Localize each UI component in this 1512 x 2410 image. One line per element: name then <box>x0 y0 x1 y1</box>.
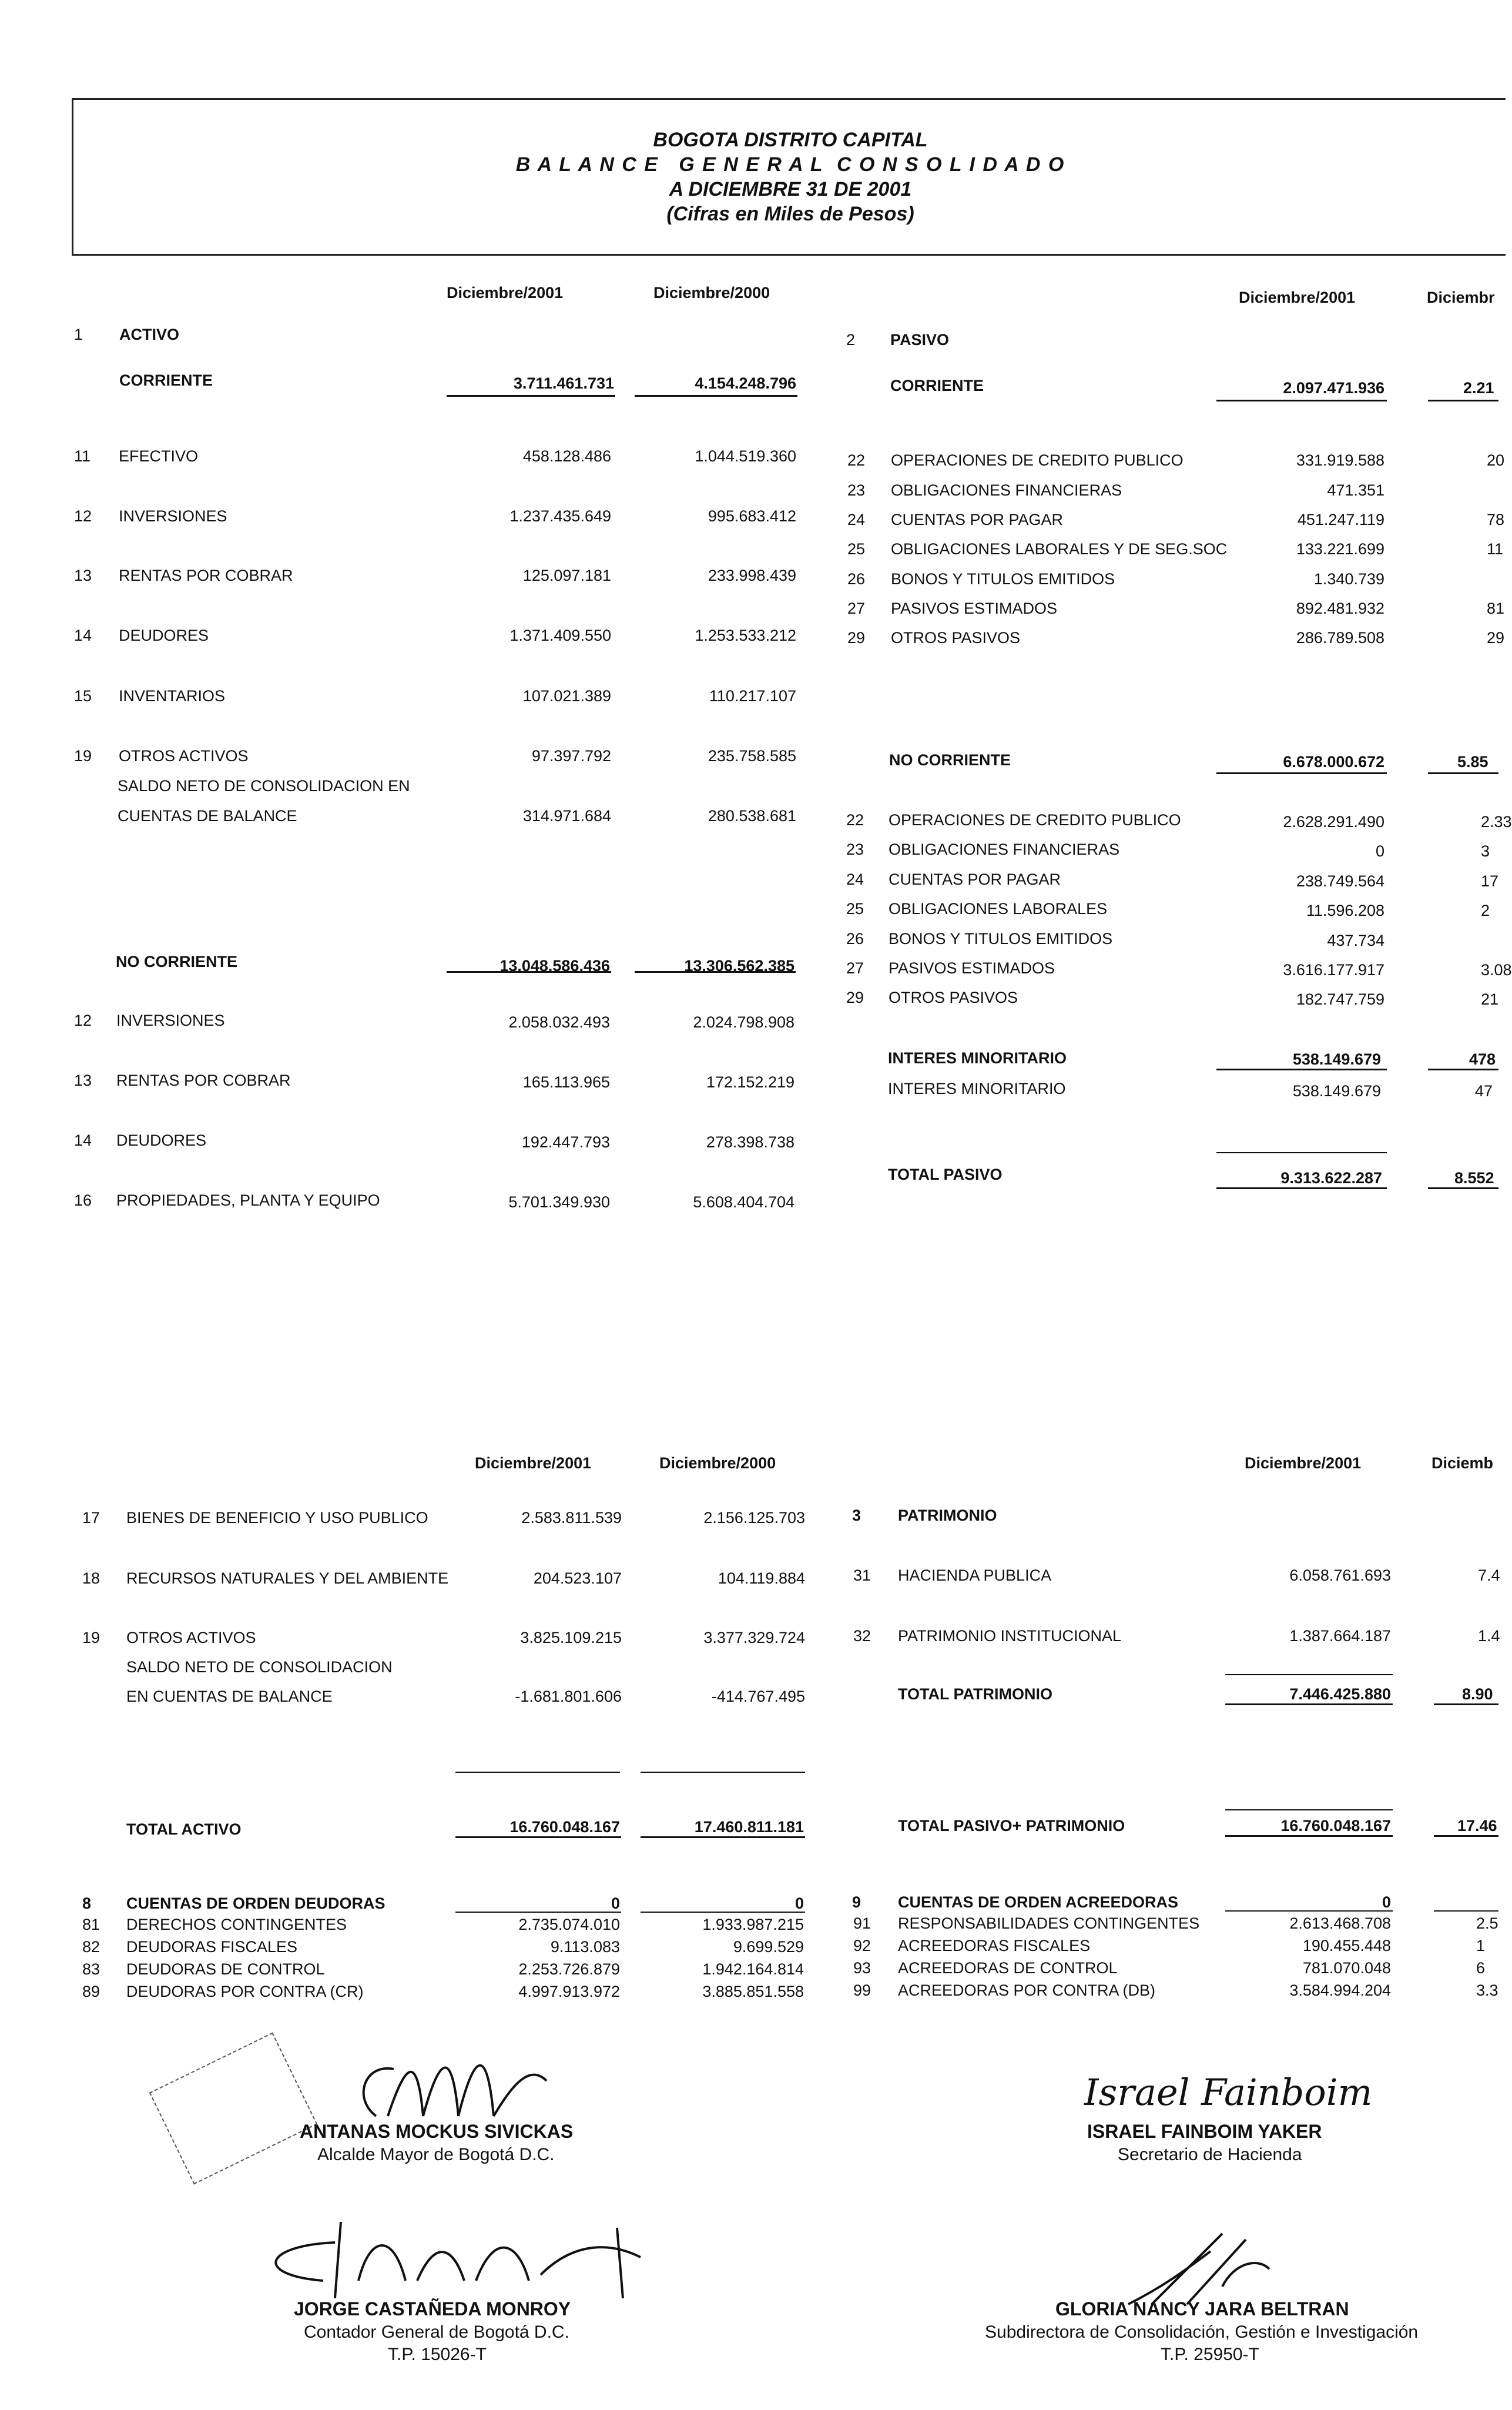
activo-corriente-row-code: 11 <box>74 447 91 465</box>
activo-lower-row-label: RECURSOS NATURALES Y DEL AMBIENTE <box>126 1569 449 1587</box>
pasivo-nocorriente-row-2000: 2 <box>1481 902 1490 919</box>
orden-deudoras-row-2001: 2.735.074.010 <box>518 1916 620 1933</box>
header-line-4: (Cifras en Miles de Pesos) <box>666 203 914 225</box>
pasivo-corriente-row-code: 22 <box>847 451 866 469</box>
orden-deudoras-row-code: 83 <box>82 1960 100 1978</box>
activo-nocorriente-row-code: 13 <box>74 1072 92 1089</box>
activo-corriente-2000: 4.154.248.796 <box>695 374 796 392</box>
total-activo-label: TOTAL ACTIVO <box>126 1820 242 1838</box>
minoritario-rule-2000 <box>1428 1069 1498 1070</box>
orden-deudoras-row-2001: 4.997.913.972 <box>518 1983 620 2000</box>
orden-deudoras-row-2000: 1.942.164.814 <box>702 1960 804 1978</box>
orden-deudoras-row-2000: 9.699.529 <box>733 1938 804 1956</box>
total-activo-rule-2001 <box>455 1836 621 1838</box>
orden-acreedoras-row-2001: 2.613.468.708 <box>1289 1914 1391 1932</box>
pasivo-nocorriente-row-2001: 0 <box>1375 842 1384 860</box>
orden-acreedoras-row-code: 99 <box>853 1981 871 1999</box>
activo-corriente-row-2000: 995.683.412 <box>708 507 796 525</box>
orden-deudoras-row-label: DEUDORAS POR CONTRA (CR) <box>126 1983 364 2000</box>
orden-acreedoras-row-label: ACREEDORAS POR CONTRA (DB) <box>898 1981 1156 1999</box>
orden-acreedoras-row-2000: 2.5 <box>1476 1914 1498 1932</box>
activo-nocorriente-row-2000: 172.152.219 <box>706 1073 794 1091</box>
alcalde-name: ANTANAS MOCKUS SIVICKAS <box>300 2121 574 2142</box>
pasivo-nocorriente-row-code: 22 <box>846 811 864 829</box>
total-patrimonio-rule-2001 <box>1225 1703 1393 1705</box>
activo-nocorriente-row-2001: 165.113.965 <box>522 1073 610 1091</box>
pasivo-nocorriente-row-label: PASIVOS ESTIMADOS <box>889 959 1055 977</box>
orden-deudoras-rule-2001 <box>455 1912 621 1913</box>
pasivo-nocorriente-row-2000: 3.08 <box>1481 961 1512 979</box>
pasivo-corriente-row-label: BONOS Y TITULOS EMITIDOS <box>891 570 1115 588</box>
orden-acreedoras-row-2001: 190.455.448 <box>1302 1937 1391 1954</box>
pasivo-nocorriente-row-2000: 17 <box>1481 872 1499 890</box>
pasivo-nocorriente-rule-2000 <box>1428 772 1498 774</box>
activo-corriente-label: CORRIENTE <box>119 371 213 389</box>
activo-lower-row-2000: 3.377.329.724 <box>703 1629 805 1646</box>
minoritario-2000: 47 <box>1475 1082 1493 1100</box>
activo-corriente-row-2000: 110.217.107 <box>709 687 796 705</box>
orden-deudoras-row-2000: 3.885.851.558 <box>702 1983 804 2000</box>
total-patrimonio-2001: 7.446.425.880 <box>1289 1685 1391 1703</box>
activo-saldo2-line-2: EN CUENTAS DE BALANCE <box>126 1688 333 1705</box>
subdirectora-role: Subdirectora de Consolidación, Gestión e Investigación <box>985 2322 1419 2342</box>
orden-deudoras-row-label: DEUDORAS DE CONTROL <box>126 1960 325 1978</box>
activo-corriente-row-code: 19 <box>74 747 92 765</box>
orden-acreedoras-row-2000: 3.3 <box>1476 1981 1498 1999</box>
pasivo-corriente-row-2001: 133.221.699 <box>1296 540 1384 558</box>
total-pasivo-2000: 8.552 <box>1454 1169 1494 1187</box>
orden-deudoras-row-2001: 9.113.083 <box>550 1938 620 1956</box>
activo-lower-row-2000: 2.156.125.703 <box>703 1509 805 1527</box>
pasivo-nocorriente-row-2001: 11.596.208 <box>1306 902 1384 919</box>
pasivo-corriente-row-2000: 11 <box>1487 540 1504 558</box>
alcalde-role: Alcalde Mayor de Bogotá D.C. <box>317 2145 555 2164</box>
orden-acreedoras-2001: 0 <box>1382 1893 1391 1911</box>
lower-right-col-head-2001: Diciembre/2001 <box>1245 1454 1362 1472</box>
activo-nocorriente-row-label: PROPIEDADES, PLANTA Y EQUIPO <box>116 1191 380 1209</box>
activo-lower-row-label: OTROS ACTIVOS <box>126 1629 256 1646</box>
activo-lower-row-code: 19 <box>82 1629 100 1646</box>
patrimonio-row-code: 31 <box>853 1566 871 1584</box>
pasivo-corriente-row-2001: 1.340.739 <box>1313 570 1384 588</box>
orden-deudoras-title: CUENTAS DE ORDEN DEUDORAS <box>126 1894 385 1912</box>
activo-corriente-row-2001: 97.397.792 <box>531 747 611 765</box>
patrimonio-top-rule <box>1225 1674 1393 1675</box>
pasivo-corriente-rule-2000 <box>1428 400 1498 401</box>
total-patrimonio-2000: 8.90 <box>1462 1685 1493 1703</box>
activo-lower-row-label: BIENES DE BENEFICIO Y USO PUBLICO <box>126 1509 428 1527</box>
pasivo-nocorriente-row-code: 26 <box>846 930 864 948</box>
pasivo-corriente-row-2001: 892.481.932 <box>1296 600 1384 617</box>
pasivo-nocorriente-row-label: OPERACIONES DE CREDITO PUBLICO <box>889 811 1181 829</box>
pasivo-corriente-row-label: OBLIGACIONES LABORALES Y DE SEG.SOC <box>891 540 1228 558</box>
pasivo-nocorriente-row-2001: 238.749.564 <box>1296 872 1384 890</box>
pasivo-corriente-2000: 2.21 <box>1463 379 1494 397</box>
contador-name: JORGE CASTAÑEDA MONROY <box>294 2298 571 2319</box>
pasivo-corriente-row-label: CUENTAS POR PAGAR <box>891 511 1064 528</box>
activo-corriente-row-label: DEUDORES <box>119 627 209 644</box>
orden-acreedoras-title: CUENTAS DE ORDEN ACREEDORAS <box>898 1893 1179 1911</box>
activo-nocorriente-row-code: 14 <box>74 1132 92 1149</box>
minoritario-rule-2001 <box>1216 1069 1387 1070</box>
activo-nocorriente-row-2001: 2.058.032.493 <box>508 1013 610 1031</box>
activo-corriente-row-2001: 125.097.181 <box>522 567 611 584</box>
orden-deudoras-row-code: 81 <box>82 1916 100 1933</box>
minoritario-head-2001: 538.149.679 <box>1292 1050 1381 1068</box>
pasivo-corriente-row-2000: 81 <box>1487 600 1505 617</box>
orden-acreedoras-row-code: 91 <box>853 1914 871 1932</box>
activo-nocorriente-rule-2000 <box>635 971 796 973</box>
minoritario-head-2000: 478 <box>1469 1050 1496 1068</box>
patrimonio-row-2000: 7.4 <box>1478 1566 1500 1584</box>
orden-deudoras-row-code: 89 <box>82 1983 100 2000</box>
activo-corriente-row-2000: 1.044.519.360 <box>695 447 796 465</box>
grand-total-top-rule <box>1225 1809 1393 1810</box>
total-activo-rule-2000 <box>641 1836 805 1838</box>
header-line-1: BOGOTA DISTRITO CAPITAL <box>653 129 928 151</box>
grand-total-label: TOTAL PASIVO+ PATRIMONIO <box>898 1817 1125 1835</box>
total-pasivo-rule-2001 <box>1216 1187 1387 1189</box>
pasivo-code: 2 <box>846 331 856 349</box>
activo-nocorriente-row-code: 16 <box>74 1191 92 1209</box>
activo-corriente-row-label: EFECTIVO <box>119 447 199 465</box>
activo-saldo2-2001: -1.681.801.606 <box>515 1688 622 1705</box>
header-line-3: A DICIEMBRE 31 DE 2001 <box>669 178 912 200</box>
pasivo-corriente-row-code: 25 <box>847 540 866 558</box>
pasivo-nocorriente-label: NO CORRIENTE <box>889 751 1011 769</box>
pasivo-corriente-row-code: 29 <box>847 629 866 647</box>
secretario-handwriting: Israel Fainboim <box>1084 2071 1373 2114</box>
orden-deudoras-row-2000: 1.933.987.215 <box>702 1916 804 1933</box>
lower-col-head-2000: Diciembre/2000 <box>659 1454 776 1472</box>
activo-corriente-rule-2000 <box>635 395 797 397</box>
patrimonio-row-code: 32 <box>853 1627 871 1645</box>
pasivo-nocorriente-row-2001: 182.747.759 <box>1296 990 1384 1008</box>
pasivo-nocorriente-2000: 5.85 <box>1457 753 1488 771</box>
subdirectora-name: GLORIA NANCY JARA BELTRAN <box>1055 2298 1349 2319</box>
orden-deudoras-2001: 0 <box>611 1894 620 1912</box>
activo-nocorriente-row-2000: 278.398.738 <box>706 1133 794 1151</box>
activo-saldo-2001: 314.971.684 <box>522 807 611 825</box>
activo-corriente-row-2001: 1.237.435.649 <box>509 507 611 525</box>
right-col-head-2000: Diciembr <box>1427 289 1495 306</box>
pasivo-corriente-row-code: 26 <box>847 570 866 588</box>
pasivo-nocorriente-row-2000: 21 <box>1481 990 1499 1008</box>
grand-total-rule-2001 <box>1225 1835 1393 1837</box>
orden-acreedoras-rule-2001 <box>1225 1910 1393 1912</box>
total-pasivo-label: TOTAL PASIVO <box>888 1166 1003 1183</box>
patrimonio-row-label: HACIENDA PUBLICA <box>898 1566 1052 1584</box>
minoritario-label: INTERES MINORITARIO <box>888 1080 1066 1097</box>
pasivo-corriente-row-label: PASIVOS ESTIMADOS <box>891 600 1058 617</box>
pasivo-nocorriente-row-label: CUENTAS POR PAGAR <box>889 871 1061 888</box>
pasivo-title: PASIVO <box>890 331 950 349</box>
stamp-seal-icon <box>149 2033 318 2185</box>
minoritario-head-label: INTERES MINORITARIO <box>888 1049 1067 1067</box>
activo-nocorriente-2000: 13.306.562.385 <box>684 957 794 975</box>
activo-corriente-row-code: 14 <box>74 627 92 644</box>
pasivo-corriente-2001: 2.097.471.936 <box>1283 379 1384 397</box>
pasivo-corriente-row-label: OPERACIONES DE CREDITO PUBLICO <box>891 451 1184 469</box>
grand-total-2001: 16.760.048.167 <box>1280 1817 1391 1835</box>
total-pasivo-2001: 9.313.622.287 <box>1280 1169 1382 1187</box>
orden-deudoras-code: 8 <box>82 1894 92 1912</box>
activo-lower-row-2001: 3.825.109.215 <box>520 1629 622 1646</box>
orden-acreedoras-rule-2000 <box>1434 1910 1498 1912</box>
pasivo-corriente-row-2001: 286.789.508 <box>1296 629 1384 647</box>
orden-deudoras-row-code: 82 <box>82 1938 100 1956</box>
activo-nocorriente-row-label: DEUDORES <box>116 1132 207 1149</box>
orden-acreedoras-row-label: ACREEDORAS FISCALES <box>898 1937 1091 1954</box>
activo-corriente-row-label: RENTAS POR COBRAR <box>119 567 293 584</box>
activo-corriente-row-2000: 235.758.585 <box>708 747 796 765</box>
pasivo-nocorriente-row-label: BONOS Y TITULOS EMITIDOS <box>889 930 1113 948</box>
patrimonio-title: PATRIMONIO <box>898 1507 997 1524</box>
contador-signature-icon <box>241 2210 664 2304</box>
activo-nocorriente-2001: 13.048.586.436 <box>499 957 610 975</box>
activo-title: ACTIVO <box>119 326 180 343</box>
activo-lower-row-2001: 204.523.107 <box>533 1569 622 1587</box>
orden-acreedoras-row-2000: 1 <box>1476 1937 1486 1954</box>
total-patrimonio-rule-2000 <box>1434 1703 1498 1705</box>
pasivo-nocorriente-row-code: 24 <box>846 871 864 888</box>
pasivo-corriente-row-label: OBLIGACIONES FINANCIERAS <box>891 481 1122 499</box>
pasivo-nocorriente-row-code: 25 <box>846 900 864 918</box>
orden-acreedoras-row-2000: 6 <box>1476 1959 1486 1977</box>
orden-deudoras-row-2001: 2.253.726.879 <box>518 1960 620 1978</box>
activo-corriente-row-label: INVERSIONES <box>119 507 227 525</box>
subdirectora-tp: T.P. 25950-T <box>1161 2345 1259 2364</box>
activo-corriente-2001: 3.711.461.731 <box>513 374 614 392</box>
activo-corriente-row-2000: 1.253.533.212 <box>695 627 796 644</box>
pasivo-corriente-row-2001: 451.247.119 <box>1297 511 1384 528</box>
orden-acreedoras-row-label: ACREEDORAS DE CONTROL <box>898 1959 1118 1977</box>
patrimonio-code: 3 <box>852 1507 861 1524</box>
total-activo-2000: 17.460.811.181 <box>694 1818 804 1836</box>
pasivo-nocorriente-row-label: OBLIGACIONES LABORALES <box>889 900 1108 918</box>
activo-corriente-row-label: OTROS ACTIVOS <box>119 747 249 765</box>
orden-deudoras-row-label: DERECHOS CONTINGENTES <box>126 1916 347 1933</box>
total-activo-top-rule-2000 <box>641 1772 805 1773</box>
pasivo-corriente-row-2000: 29 <box>1487 629 1505 647</box>
grand-total-2000: 17.46 <box>1457 1817 1497 1835</box>
activo-saldo-2000: 280.538.681 <box>708 807 796 825</box>
total-pasivo-rule-2000 <box>1428 1187 1498 1189</box>
activo-code: 1 <box>74 326 83 343</box>
activo-saldo2-2000: -414.767.495 <box>711 1688 805 1705</box>
pasivo-nocorriente-row-label: OTROS PASIVOS <box>889 989 1018 1006</box>
activo-corriente-row-code: 13 <box>74 567 92 584</box>
activo-nocorriente-row-2001: 192.447.793 <box>521 1133 610 1151</box>
pasivo-nocorriente-2001: 6.678.000.672 <box>1283 753 1384 771</box>
activo-nocorriente-row-code: 12 <box>74 1012 92 1029</box>
lower-right-col-head-2000: Diciemb <box>1431 1454 1494 1472</box>
pasivo-nocorriente-row-2000: 2.33 <box>1481 813 1512 831</box>
activo-nocorriente-label: NO CORRIENTE <box>116 953 238 970</box>
orden-deudoras-row-label: DEUDORAS FISCALES <box>126 1938 298 1956</box>
activo-corriente-row-2001: 458.128.486 <box>522 447 611 465</box>
activo-corriente-row-2001: 1.371.409.550 <box>509 627 611 644</box>
pasivo-corriente-label: CORRIENTE <box>890 377 984 394</box>
activo-nocorriente-row-label: INVERSIONES <box>116 1012 225 1029</box>
activo-corriente-row-code: 15 <box>74 687 92 705</box>
orden-acreedoras-row-code: 93 <box>853 1959 871 1977</box>
pasivo-nocorriente-row-label: OBLIGACIONES FINANCIERAS <box>889 841 1120 858</box>
activo-corriente-rule-2001 <box>447 395 615 397</box>
pasivo-corriente-row-code: 27 <box>847 600 866 617</box>
col-head-2000: Diciembre/2000 <box>653 284 770 302</box>
orden-deudoras-2000: 0 <box>794 1894 804 1912</box>
right-col-head-2001: Diciembre/2001 <box>1239 289 1356 306</box>
pasivo-corriente-rule-2001 <box>1216 400 1387 401</box>
contador-role: Contador General de Bogotá D.C. <box>304 2322 569 2342</box>
orden-acreedoras-row-2001: 781.070.048 <box>1302 1959 1391 1977</box>
orden-acreedoras-row-code: 92 <box>853 1937 871 1954</box>
activo-lower-row-2001: 2.583.811.539 <box>521 1509 622 1527</box>
total-patrimonio-label: TOTAL PATRIMONIO <box>898 1685 1052 1703</box>
total-activo-top-rule-2001 <box>455 1772 620 1773</box>
activo-nocorriente-row-label: RENTAS POR COBRAR <box>116 1072 291 1089</box>
total-pasivo-top-rule <box>1216 1152 1387 1153</box>
secretario-name: ISRAEL FAINBOIM YAKER <box>1087 2121 1322 2142</box>
pasivo-corriente-row-2001: 331.919.588 <box>1296 451 1384 469</box>
orden-acreedoras-row-label: RESPONSABILIDADES CONTINGENTES <box>898 1914 1200 1932</box>
pasivo-corriente-row-label: OTROS PASIVOS <box>891 629 1021 647</box>
header-line-2: B A L A N C E G E N E R A L C O N S O L I D A D O <box>515 153 1065 176</box>
secretario-role: Secretario de Hacienda <box>1118 2145 1302 2164</box>
pasivo-corriente-row-2001: 471.351 <box>1327 481 1384 499</box>
pasivo-nocorriente-row-2001: 437.734 <box>1327 932 1384 949</box>
patrimonio-row-2001: 6.058.761.693 <box>1289 1566 1391 1584</box>
activo-corriente-row-label: INVENTARIOS <box>119 687 226 705</box>
lower-col-head-2001: Diciembre/2001 <box>475 1454 592 1472</box>
pasivo-corriente-row-2000: 20 <box>1487 451 1505 469</box>
activo-lower-row-code: 17 <box>82 1509 100 1527</box>
orden-deudoras-rule-2000 <box>641 1912 805 1913</box>
activo-lower-row-code: 18 <box>82 1569 100 1587</box>
activo-nocorriente-row-2000: 2.024.798.908 <box>693 1013 794 1031</box>
minoritario-2001: 538.149.679 <box>1292 1082 1381 1100</box>
orden-acreedoras-code: 9 <box>852 1893 861 1911</box>
activo-nocorriente-rule-2001 <box>447 971 611 973</box>
pasivo-nocorriente-row-2001: 3.616.177.917 <box>1283 961 1384 979</box>
pasivo-nocorriente-row-code: 27 <box>846 959 864 977</box>
pasivo-nocorriente-row-2000: 3 <box>1481 842 1490 860</box>
pasivo-nocorriente-rule-2001 <box>1216 772 1387 774</box>
pasivo-nocorriente-row-code: 23 <box>846 841 864 858</box>
header-box <box>72 98 1506 256</box>
activo-lower-row-2000: 104.119.884 <box>718 1569 805 1587</box>
activo-corriente-row-2001: 107.021.389 <box>522 687 611 705</box>
patrimonio-row-2001: 1.387.664.187 <box>1289 1627 1391 1645</box>
contador-tp: T.P. 15026-T <box>388 2345 487 2364</box>
pasivo-corriente-row-2000: 78 <box>1487 511 1505 528</box>
orden-acreedoras-row-2001: 3.584.994.204 <box>1289 1981 1391 1999</box>
activo-corriente-row-code: 12 <box>74 507 92 525</box>
activo-corriente-row-2000: 233.998.439 <box>708 567 796 584</box>
activo-nocorriente-row-2000: 5.608.404.704 <box>693 1193 794 1211</box>
grand-total-rule-2000 <box>1434 1835 1498 1837</box>
total-activo-2001: 16.760.048.167 <box>509 1818 620 1836</box>
pasivo-nocorriente-row-2001: 2.628.291.490 <box>1283 813 1384 831</box>
patrimonio-row-label: PATRIMONIO INSTITUCIONAL <box>898 1627 1122 1645</box>
pasivo-nocorriente-row-code: 29 <box>846 989 864 1006</box>
activo-nocorriente-row-2001: 5.701.349.930 <box>508 1193 610 1211</box>
col-head-2001: Diciembre/2001 <box>447 284 564 302</box>
pasivo-corriente-row-code: 24 <box>847 511 866 528</box>
pasivo-corriente-row-code: 23 <box>847 481 866 499</box>
activo-saldo2-line-1: SALDO NETO DE CONSOLIDACION <box>126 1658 393 1676</box>
activo-saldo-line-2: CUENTAS DE BALANCE <box>118 807 297 825</box>
patrimonio-row-2000: 1.4 <box>1478 1627 1500 1645</box>
activo-saldo-line-1: SALDO NETO DE CONSOLIDACION EN <box>118 777 410 795</box>
